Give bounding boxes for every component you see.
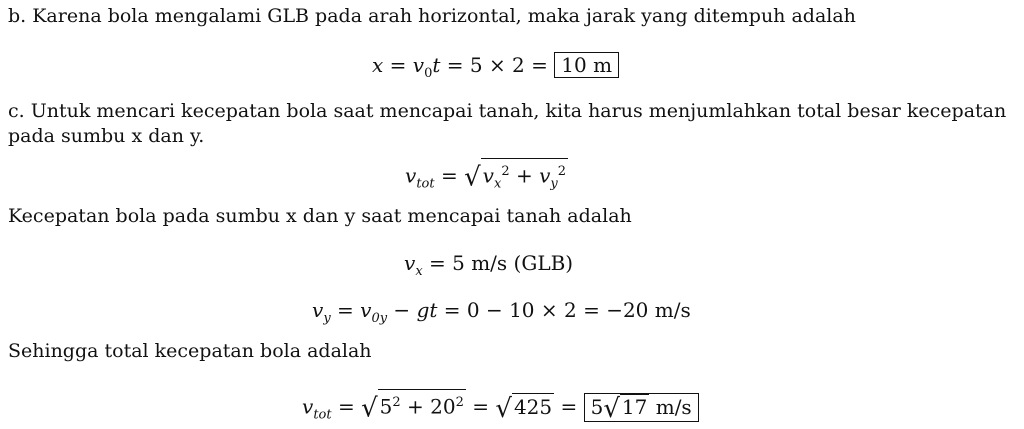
- vx-subscript: x: [493, 176, 502, 192]
- vtot-result-subscript: tot: [313, 407, 332, 423]
- paragraph-total: Sehingga total kecepatan bola adalah: [8, 340, 372, 362]
- vy-exponent: 2: [557, 164, 567, 179]
- radicand-plus-20: + 20: [400, 394, 456, 419]
- equals-3: =: [554, 394, 584, 419]
- vy-minus: −: [387, 298, 417, 322]
- vy-subscript: y: [550, 176, 558, 192]
- equation-vx: [404, 250, 573, 285]
- equation-vtot-result: [302, 389, 699, 429]
- vtot-result-symbol: v: [302, 394, 314, 419]
- radicand-425: 425: [513, 394, 553, 419]
- v0y-subscript: 0y: [371, 311, 388, 326]
- answer-unit: m/s: [649, 394, 692, 419]
- vy-eq-mid: = v: [330, 298, 372, 322]
- velocity-answer-box: [584, 393, 699, 422]
- radical-sign: √: [464, 162, 481, 193]
- eq-v-subscript: 0: [424, 66, 433, 81]
- vy-rest: = 0 − 10 × 2 = −20 m/s: [437, 298, 691, 322]
- radicand-5: 5: [379, 394, 393, 419]
- vtot-subscript: tot: [416, 176, 435, 192]
- vx-value: = 5 m/s (GLB): [422, 251, 574, 275]
- radical-sign-17: √: [603, 393, 620, 424]
- vx-eq-subscript: x: [415, 264, 423, 279]
- vy-eq-subscript: y: [323, 311, 331, 326]
- radicand-17: 17: [621, 394, 648, 419]
- equation-vy: [312, 297, 691, 332]
- radicand-vx-vy: [481, 158, 568, 198]
- sqrt-sum: [361, 389, 466, 422]
- vx-eq-symbol: v: [404, 251, 416, 275]
- vy-eq-symbol: v: [312, 298, 324, 322]
- distance-answer-box: 10 m: [554, 52, 619, 78]
- radicand-20-exp: 2: [455, 395, 464, 410]
- vx-exponent: 2: [501, 164, 510, 179]
- answer-coefficient: 5: [590, 394, 604, 419]
- equation-vtot-formula: [405, 158, 568, 198]
- radicand-5-exp: 2: [392, 395, 401, 410]
- paragraph-c-line1: c. Untuk mencari kecepatan bola saat mencapai tanah, kita harus menjumlahkan total besar kecepatan: [8, 100, 1007, 122]
- eq-t-symbol: t: [432, 53, 441, 77]
- eq-v-symbol: = v: [383, 53, 425, 77]
- eq-x-symbol: x: [372, 53, 384, 77]
- equals-2: =: [465, 394, 496, 419]
- sqrt-17: [603, 393, 649, 424]
- radicand-sum: [378, 389, 466, 420]
- equation-distance: [372, 52, 619, 87]
- sqrt-vx-vy: [464, 158, 568, 198]
- eq-distance-rhs: = 5 × 2 =: [440, 53, 555, 77]
- plus-sign: +: [509, 163, 540, 188]
- gt-term: gt: [416, 298, 438, 322]
- sqrt-425: [495, 393, 554, 422]
- paragraph-c-line2: pada sumbu x dan y.: [8, 125, 205, 147]
- vx-symbol: v: [482, 163, 494, 188]
- paragraph-b: b. Karena bola mengalami GLB pada arah horizontal, maka jarak yang ditempuh adalah: [8, 5, 856, 27]
- vy-symbol: v: [539, 163, 551, 188]
- vtot-result-equals: =: [331, 394, 362, 419]
- vtot-equals: =: [434, 163, 465, 188]
- paragraph-components: Kecepatan bola pada sumbu x dan y saat mencapai tanah adalah: [8, 205, 632, 227]
- radical-sign-425: √: [495, 393, 512, 424]
- radical-sign-sum: √: [361, 393, 378, 424]
- vtot-symbol: v: [405, 163, 417, 188]
